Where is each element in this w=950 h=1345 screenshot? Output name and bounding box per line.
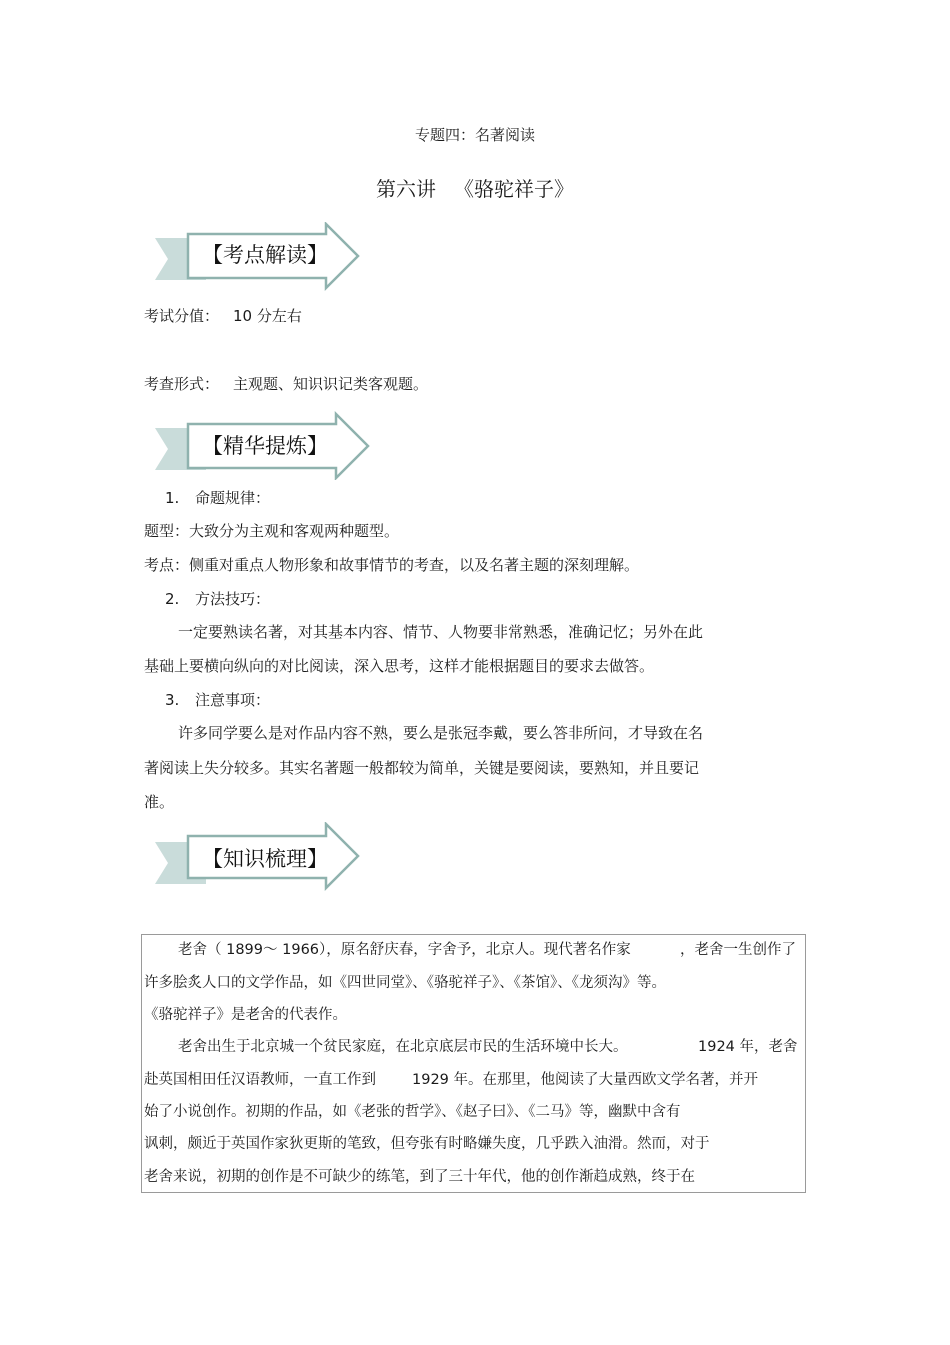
box-line: 讽刺，颇近于英国作家狄更斯的笔致，但夸张有时略嫌失度，几乎跌入油滑。然而，对于 [144,1136,710,1152]
note-line: 准。 [144,793,175,811]
score-value: 10 分左右 [233,307,302,325]
score-line [144,305,302,326]
note-line: 许多同学要么是对作品内容不熟，要么是张冠李戴，要么答非所问，才导致在名 [178,724,704,742]
kaodian-line: 考点：侧重对重点人物形象和故事情节的考查，以及名著主题的深刻理解。 [144,556,640,574]
banner-label: 【考点解读】 [202,243,328,267]
book-title: 《骆驼祥子》 [454,177,574,201]
banner-label: 【知识梳理】 [202,847,328,871]
item-title: 注意事项： [195,691,271,709]
note-line: 著阅读上失分较多。其实名著题一般都较为简单，关键是要阅读，要熟知，并且要记 [144,759,700,777]
list-item [165,487,270,508]
box-line: 许多脍炙人口的文学作品，如《四世同堂》、《骆驼祥子》、《茶馆》、《龙须沟》等。 [144,975,666,991]
method-line: 一定要熟读名著，对其基本内容、情节、人物要非常熟悉，准确记忆；另外在此 [178,623,704,641]
tixing-line: 题型：大致分为主观和客观两种题型。 [144,522,400,540]
item-title: 方法技巧： [195,590,271,608]
page-title [0,173,950,202]
box-line: 1924 年，老舍 [698,1039,798,1055]
form-label: 考查形式： [144,375,220,393]
box-line: 《骆驼祥子》是老舍的代表作。 [144,1007,347,1023]
list-item [165,689,270,710]
item-number: 3. [165,691,180,709]
score-label: 考试分值： [144,307,220,325]
form-line [144,373,428,394]
banner-label: 【精华提炼】 [202,434,328,458]
list-item [165,588,270,609]
box-line: 老舍出生于北京城一个贫民家庭，在北京底层市民的生活环境中长大。 [178,1039,628,1055]
box-line: 老舍（ 1899～ 1966），原名舒庆春，字舍予，北京人。现代著名作家 [178,942,631,958]
section-banner-jinghua [150,410,370,480]
box-line: 赴英国相田任汉语教师，一直工作到 [144,1072,376,1088]
method-line: 基础上要横向纵向的对比阅读，深入思考，这样才能根据题目的要求去做答。 [144,657,655,675]
box-line: 1929 年。在那里，他阅读了大量西欧文学名著，并开 [412,1072,759,1088]
item-number: 2. [165,590,180,608]
lecture-number: 第六讲 [376,177,436,201]
form-value: 主观题、知识识记类客观题。 [233,375,429,393]
section-banner-zhishi [150,822,370,892]
item-number: 1. [165,489,180,507]
item-title: 命题规律： [195,489,271,507]
box-line: ，老舍一生创作了 [680,942,796,958]
section-banner-kaodian [150,222,370,292]
box-line: 老舍来说，初期的创作是不可缺少的练笔，到了三十年代，他的创作渐趋成熟，终于在 [144,1169,695,1185]
box-line: 始了小说创作。初期的作品，如《老张的哲学》、《赵子曰》、《二马》等，幽默中含有 [144,1104,681,1120]
page-subtitle: 专题四：名著阅读 [414,126,535,144]
knowledge-box [141,934,806,1193]
